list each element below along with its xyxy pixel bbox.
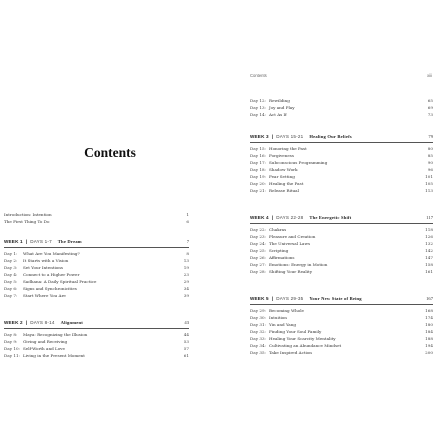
day-label: Day 21: (250, 188, 266, 193)
toc-entry[interactable] (250, 111, 433, 118)
day-title: Sadhana: A Daily Spiritual Practice (23, 279, 97, 284)
day-title: Set Your Intentions (23, 265, 63, 270)
day-page: 8 (186, 251, 189, 256)
day-label: Day 5: (4, 279, 18, 284)
week-1-section (4, 237, 189, 299)
day-title: Cultivating an Abundance Mindset (269, 343, 342, 348)
day-label: Day 35: (250, 350, 266, 355)
week-2-entries (4, 331, 189, 359)
day-label: Day 32: (250, 329, 266, 334)
day-title: Signs and Synchronicities (23, 286, 77, 291)
week-5-entries (250, 307, 433, 356)
day-title: Intuition (269, 315, 287, 320)
toc-entry[interactable] (4, 271, 189, 278)
day-page: 73 (427, 112, 433, 117)
week-days: DAYS 8-14 (30, 320, 55, 325)
day-label: Day 23: (250, 234, 266, 239)
day-page: 174 (425, 315, 433, 320)
day-title: Finding Your Soul Family (269, 329, 322, 334)
week-days: DAYS 22-28 (276, 215, 304, 220)
week-heading[interactable]: WEEK 2 | DAYS 8-14 Alignment 43 (4, 318, 189, 329)
day-page: 147 (425, 255, 433, 260)
week-label: WEEK 5 (250, 296, 269, 301)
left-page (0, 0, 220, 441)
toc-entry[interactable] (4, 250, 189, 257)
day-page: 57 (183, 346, 189, 351)
intro-section (4, 211, 189, 225)
week-page: 79 (428, 134, 433, 139)
page-title: Contents (84, 145, 136, 160)
day-title: Shifting Your Reality (269, 269, 313, 274)
day-page: 13 (183, 258, 189, 263)
day-page: 39 (183, 293, 189, 298)
toc-entry[interactable] (250, 226, 433, 233)
week-days: DAYS 29-35 (276, 296, 304, 301)
toc-entry[interactable] (4, 285, 189, 292)
toc-entry[interactable] (250, 307, 433, 314)
day-page: 142 (425, 248, 433, 253)
week-page: 43 (184, 320, 189, 325)
day-title: Chakras (269, 227, 287, 232)
day-page: 161 (425, 269, 433, 274)
week-3-entries (250, 145, 433, 194)
week-title: Alignment (60, 320, 84, 325)
running-head-title: Contents (250, 73, 267, 78)
day-label: Day 24: (250, 241, 266, 246)
toc-entry[interactable] (250, 314, 433, 321)
toc-entry-page: 1 (186, 212, 189, 217)
toc-entry[interactable] (250, 268, 433, 275)
week-title: The Energetic Shift (309, 215, 352, 220)
day-label: Day 19: (250, 174, 266, 179)
day-label: Day 8: (4, 332, 18, 337)
day-title: The Universal Laws (269, 241, 311, 246)
toc-entry[interactable] (4, 352, 189, 359)
toc-entry[interactable] (4, 345, 189, 352)
toc-entry[interactable] (4, 331, 189, 338)
week-3-section (250, 132, 433, 194)
toc-entry[interactable] (250, 321, 433, 328)
toc-entry[interactable] (250, 187, 433, 194)
day-label: Day 18: (250, 167, 266, 172)
week-title: Your New State of Being (309, 296, 362, 301)
day-label: Day 7: (4, 293, 18, 298)
day-page: 113 (425, 188, 433, 193)
day-title: Scripting (269, 248, 289, 253)
week-page: 167 (426, 296, 433, 301)
day-page: 188 (425, 336, 433, 341)
day-label: Day 13: (250, 105, 266, 110)
week-5-section (250, 294, 433, 356)
day-label: Day 14: (250, 112, 266, 117)
toc-entry[interactable] (250, 173, 433, 180)
day-page: 105 (425, 181, 433, 186)
running-head (250, 73, 432, 78)
day-title: Connect to a Higher Power (23, 272, 80, 277)
running-head-page: xiii (427, 73, 432, 78)
day-page: 168 (425, 308, 433, 313)
day-label: Day 4: (4, 272, 18, 277)
toc-entry-title: The First Thing To Do (4, 219, 50, 224)
day-page: 180 (425, 322, 433, 327)
toc-entry[interactable] (250, 145, 433, 152)
toc-entry[interactable] (4, 338, 189, 345)
day-title: Healing the Past (269, 181, 304, 186)
day-page: 158 (425, 262, 433, 267)
week-label: WEEK 1 (4, 239, 23, 244)
toc-entry[interactable] (4, 278, 189, 285)
toc-entry[interactable] (250, 97, 433, 104)
day-label: Day 17: (250, 160, 266, 165)
toc-entry[interactable] (250, 233, 433, 240)
day-label: Day 25: (250, 248, 266, 253)
week-page: 117 (426, 215, 433, 220)
toc-entry[interactable] (250, 247, 433, 254)
week-title: Healing Our Beliefs (309, 134, 352, 139)
day-label: Day 28: (250, 269, 266, 274)
day-title: Healing Your Scarcity Mentality (269, 336, 336, 341)
day-title: Subconscious Programming (269, 160, 328, 165)
toc-entry[interactable] (250, 342, 433, 349)
day-title: Forgiveness (269, 153, 294, 158)
day-title: Emotions: Energy in Motion (269, 262, 328, 267)
week-2-section (4, 318, 189, 359)
week-days: DAYS 15-21 (276, 134, 304, 139)
day-page: 53 (183, 339, 189, 344)
day-page: 126 (425, 234, 433, 239)
day-page: 61 (183, 353, 189, 358)
day-page: 23 (183, 272, 189, 277)
day-label: Day 26: (250, 255, 266, 260)
day-label: Day 27: (250, 262, 266, 267)
day-page: 101 (425, 174, 433, 179)
week-page: 7 (186, 239, 189, 244)
day-title: Act As If (269, 112, 287, 117)
day-title: Joy and Play (269, 105, 295, 110)
day-label: Day 20: (250, 181, 266, 186)
day-title: Shadow Work (269, 167, 298, 172)
day-page: 85 (427, 153, 433, 158)
toc-entry[interactable] (4, 292, 189, 299)
toc-entry[interactable] (4, 211, 189, 218)
toc-entry[interactable] (250, 335, 433, 342)
day-title: Rewilding (269, 98, 290, 103)
day-title: Affirmations (269, 255, 295, 260)
toc-entry[interactable] (250, 261, 433, 268)
toc-entry[interactable] (250, 349, 433, 356)
day-title: Maya: Recognizing the Illusion (23, 332, 88, 337)
toc-entry[interactable] (4, 264, 189, 271)
day-page: 80 (427, 146, 433, 151)
day-page: 44 (183, 332, 189, 337)
day-label: Day 3: (4, 265, 18, 270)
day-title: Self-Worth and Love (23, 346, 65, 351)
day-title: Becoming Whole (269, 308, 304, 313)
week-label: WEEK 2 (4, 320, 23, 325)
toc-entry[interactable] (4, 218, 189, 225)
day-label: Day 22: (250, 227, 266, 232)
day-page: 29 (183, 279, 189, 284)
day-title: It Starts with a Vision (23, 258, 69, 263)
day-title: Giving and Receiving (23, 339, 68, 344)
toc-entry[interactable] (250, 240, 433, 247)
day-label: Day 30: (250, 315, 266, 320)
week-4-entries (250, 226, 433, 275)
week-4-section (250, 213, 433, 275)
day-title: Release Ritual (269, 188, 299, 193)
week-heading[interactable]: WEEK 1 | DAYS 1-7 The Dream 7 (4, 237, 189, 248)
day-page: 132 (425, 241, 433, 246)
right-page (221, 0, 441, 441)
day-label: Day 15: (250, 146, 266, 151)
day-label: Day 29: (250, 308, 266, 313)
day-title: Living in the Present Moment (23, 353, 85, 358)
week-1-entries (4, 250, 189, 299)
day-page: 96 (427, 167, 433, 172)
toc-entry[interactable] (250, 166, 433, 173)
day-label: Day 31: (250, 322, 266, 327)
day-page: 184 (425, 329, 433, 334)
day-label: Day 1: (4, 251, 18, 256)
day-page: 118 (425, 227, 433, 232)
day-page: 69 (427, 105, 433, 110)
toc-entry[interactable] (250, 180, 433, 187)
week-title: The Dream (57, 239, 82, 244)
day-label: Day 16: (250, 153, 266, 158)
day-page: 34 (183, 286, 189, 291)
day-label: Day 33: (250, 336, 266, 341)
day-label: Day 34: (250, 343, 266, 348)
day-label: Day 6: (4, 286, 18, 291)
day-page: 19 (183, 265, 189, 270)
week-heading[interactable]: WEEK 3 | DAYS 15-21 Healing Our Beliefs 79 (250, 132, 433, 143)
day-title: Start Where You Are (23, 293, 66, 298)
toc-entry[interactable] (250, 159, 433, 166)
week-heading[interactable]: WEEK 5 | DAYS 29-35 Your New State of Being 167 (250, 294, 433, 305)
week-label: WEEK 3 (250, 134, 269, 139)
toc-entry-title: Introduction: Intention (4, 212, 52, 217)
day-title: Take Inspired Action (269, 350, 312, 355)
week-2-continued (250, 97, 433, 118)
week-days: DAYS 1-7 (30, 239, 52, 244)
day-page: 65 (427, 98, 433, 103)
day-title: What Are You Manifesting? (23, 251, 80, 256)
day-label: Day 10: (4, 346, 20, 351)
day-title: Fear Setting (269, 174, 295, 179)
toc-entry[interactable] (250, 254, 433, 261)
day-label: Day 12: (250, 98, 266, 103)
day-label: Day 2: (4, 258, 18, 263)
day-title: Yin and Yang (269, 322, 296, 327)
toc-entry-page: 6 (186, 219, 189, 224)
day-page: 194 (425, 343, 433, 348)
week-label: WEEK 4 (250, 215, 269, 220)
day-page: 200 (425, 350, 433, 355)
week-heading[interactable]: WEEK 4 | DAYS 22-28 The Energetic Shift 117 (250, 213, 433, 224)
day-label: Day 11: (4, 353, 20, 358)
toc-entry[interactable] (4, 257, 189, 264)
day-page: 90 (427, 160, 433, 165)
toc-entry[interactable] (250, 152, 433, 159)
day-title: Pleasure and Creation (269, 234, 316, 239)
toc-entry[interactable] (250, 104, 433, 111)
day-title: Honoring the Past (269, 146, 307, 151)
day-label: Day 9: (4, 339, 18, 344)
toc-entry[interactable] (250, 328, 433, 335)
